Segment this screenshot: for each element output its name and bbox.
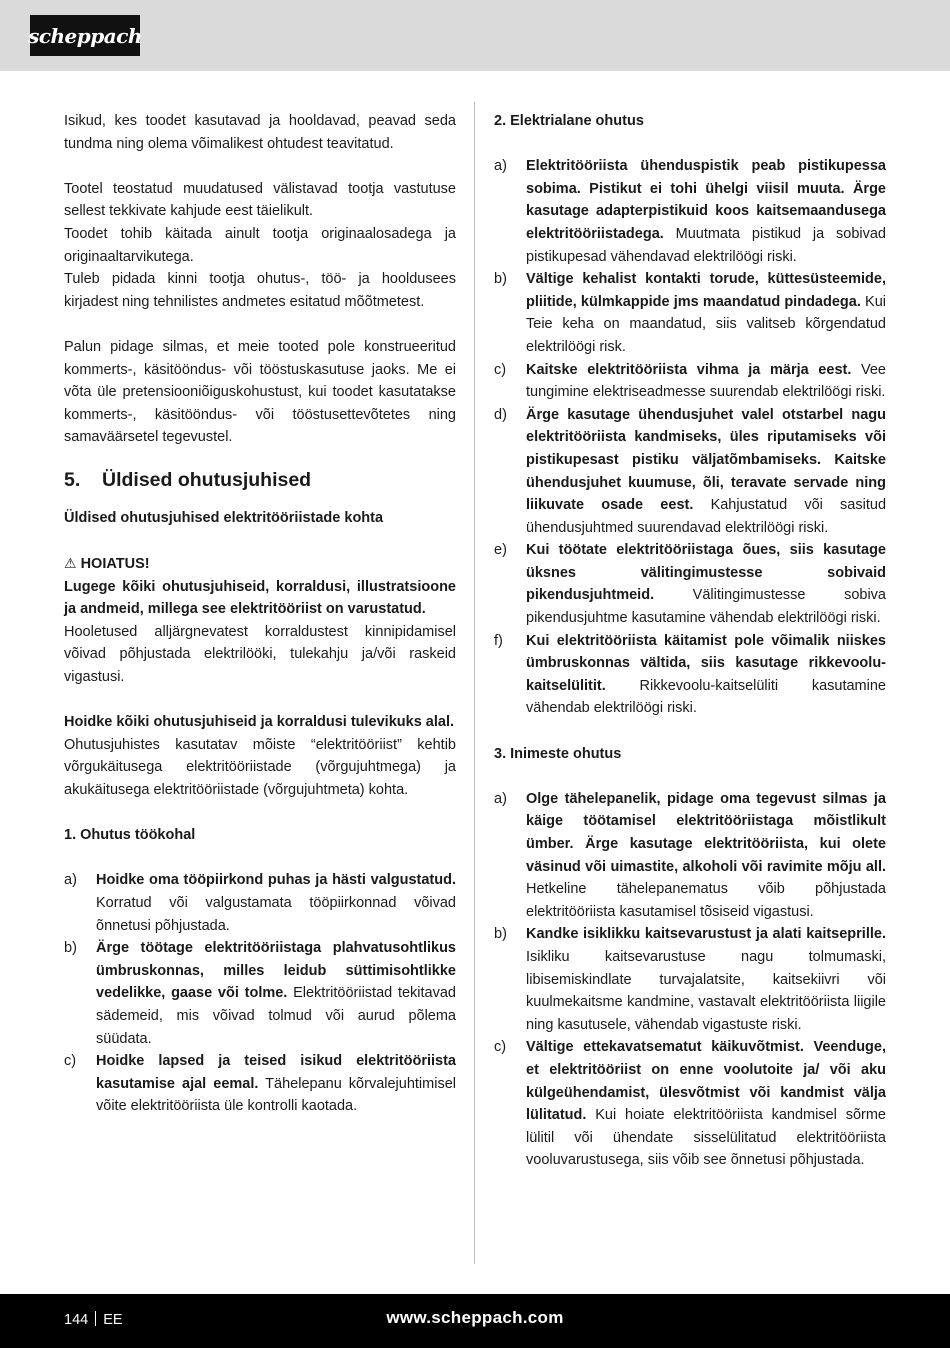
list-item: a) Elektritööriista ühenduspistik peab pistikupessa sobima. Pistikut ei tohi ühelgi viisil muuta. Ärge kasutage adapterpistikuid koos kaitsemaandusega elektritööriistadega. Muutmata pistikud ja sobivad pistikupesad vähendavad elektrilöögi riski. <box>494 158 886 265</box>
list-item: a) Hoidke oma tööpiirkond puhas ja hästi valgustatud. Korratud või valgustamata tööpiirkonnad võivad õnnetusi põhjustada. <box>64 872 456 934</box>
subheading: Üldised ohutusjuhised elektritööriistade kohta <box>64 509 384 526</box>
warning-triangle-icon: ⚠ <box>64 555 77 572</box>
right-column <box>494 110 886 1172</box>
list-item: b) Kandke isiklikku kaitsevarustust ja alati kaitseprille. Isikliku kaitsevarustuse nagu tolmumaski, libisemiskindlate turvajalatsite, kaitsekiivri või kuulmekaitsme kandmine, vastavalt elektritööriista liigile ning kasutusele, vähendab vigastuste riski. <box>494 926 886 1033</box>
warning-heading <box>64 552 456 576</box>
intro-paragraph-2: Tootel teostatud muudatused välistavad tootja vastutuse sellest tekkivate kahjude eest täielikult. <box>64 180 456 220</box>
list-item: c) Hoidke lapsed ja teised isikud elektritööriista kasutamise ajal eemal. Tähelepanu kõrvalejuhtimisel võite elektritööriista üle kontrolli kaotada. <box>64 1053 456 1115</box>
list-item: a) Olge tähelepanelik, pidage oma tegevust silmas ja käige töötamisel elektritööriistaga mõistlikult ümber. Ärge kasutage elektritööriista, kui olete väsinud või uimastite, alkoholi või ravimite mõju all. Hetkeline tähelepanematus võib põhjustada elektritööriista kasutamisel tõsiseid vigastusi. <box>494 790 886 920</box>
column-divider <box>474 102 475 1264</box>
warning-text: Hooletused alljärgnevatest korraldustest kinnipidamisel võivad põhjustada elektrilööki, tulekahju ja/või raskeid vigastusi. <box>64 623 456 686</box>
list-item: f) Kui elektritööriista käitamist pole võimalik niiskes ümbruskonnas vältida, siis kasutage rikkevoolu-kaitselülitit. Rikkevoolu-kaitselüliti kasutamine vähendab elektrilöögi riski. <box>494 632 886 717</box>
website-url: www.scheppach.com <box>386 1308 564 1327</box>
personal-safety-title: 3. Inimeste ohutus <box>494 745 622 762</box>
intro-paragraph-3: Toodet tohib käitada ainult tootja originaalosadega ja originaaltarvikutega. <box>64 225 456 265</box>
list-item: b) Ärge töötage elektritööriistaga plahvatusohtlikus ümbruskonnas, milles leidub süttimisohtlikke vedelikke, gaase või tolme. Elektritööriistad tekitavad sädemeid, mis võivad tolmud või aurud põlema süüdata. <box>64 940 456 1047</box>
section-heading <box>64 467 456 493</box>
intro-paragraph-5: Palun pidage silmas, et meie tooted pole konstrueeritud kommerts-, käsitööndus- või tööstuskasutuse jaoks. Me ei võta üle pretensiooniõiguskohustust, kui toodet kasutatakse kommerts-, käsitööndus- või tööstusettevõtetes ning samaväärsetel tegevustel. <box>64 338 456 446</box>
intro-paragraph-1: Isikud, kes toodet kasutavad ja hooldavad, peavad seda tundma ning olema võimalikest ohtudest teavitatud. <box>64 113 456 152</box>
left-column <box>64 110 456 1118</box>
list-item: e) Kui töötate elektritööriistaga õues, siis kasutage üksnes välitingimustesse sobivaid pikendusjuhtmeid. Välitingimustesse sobiva pikendusjuhtme kasutamine vähendab elektrilöögi riski. <box>494 542 886 627</box>
workplace-safety-title: 1. Ohutus töökohal <box>64 827 196 844</box>
warning-bold-text: Lugege kõiki ohutusjuhiseid, korraldusi, illustratsioone ja andmeid, millega see elektritööriist on varustatud. <box>64 578 456 618</box>
footer-bar <box>0 1294 950 1348</box>
keep-instructions-bold: Hoidke kõiki ohutusjuhiseid ja korraldusi tulevikuks alal. <box>64 714 454 731</box>
page-number: 144 <box>64 1312 89 1328</box>
keep-instructions-text: Ohutusjuhistes kasutatav mõiste “elektritööriist” kehtib võrgukäitusega elektritööriistade (võrgujuhtmega) ja akukäitusega elektritööriistade (võrgujuhtmeta) kohta. <box>64 736 456 799</box>
section-title: Üldised ohutusjuhised <box>102 468 312 491</box>
list-item: c) Vältige ettekavatsematut käikuvõtmist. Veenduge, et elektritööriist on enne voolutoite ja/ või aku külgeühendamist, ülesvõtmist või kandmist välja lülitatud. Kui hoiate elektritööriista kandmisel sõrme lülitil või ühendate sisselülitatud elektritööriista vooluvarustusega, siis võib see õnnetusi põhjustada. <box>494 1039 886 1169</box>
list-item: b) Vältige kehalist kontakti torude, küttesüsteemide, pliitide, külmkappide jms maandatud pindadega. Kui Teie keha on maandatud, siis valitseb kõrgendatud elektrilöögi risk. <box>494 271 886 355</box>
list-item: d) Ärge kasutage ühendusjuhet valel otstarbel nagu elektritööriista kandmiseks, üles riputamiseks või pistikupesast pistiku väljatõmbamiseks. Kaitske ühendusjuhet kuumuse, õli, teravate servade ning liikuvate osade eest. Kahjustatud või sasitud ühendusjuhtmed suurendavad elektrilöögi riski. <box>494 406 887 536</box>
electrical-safety-title: 2. Elektrialane ohutus <box>494 113 644 129</box>
section-number: 5. <box>64 468 81 491</box>
brand-logo: scheppach <box>30 15 140 56</box>
list-item: c) Kaitske elektritööriista vihma ja märja eest. Vee tungimine elektriseadmesse suurendab elektrilöögi riski. <box>494 361 886 401</box>
warning-label: HOIATUS! <box>80 556 150 573</box>
language-code: EE <box>103 1312 123 1328</box>
header-bar <box>0 0 950 71</box>
intro-paragraph-4: Tuleb pidada kinni tootja ohutus-, töö- ja hooldusees kirjadest ning tehnilistes andmetes esitatud mõõtmetest. <box>64 271 456 310</box>
